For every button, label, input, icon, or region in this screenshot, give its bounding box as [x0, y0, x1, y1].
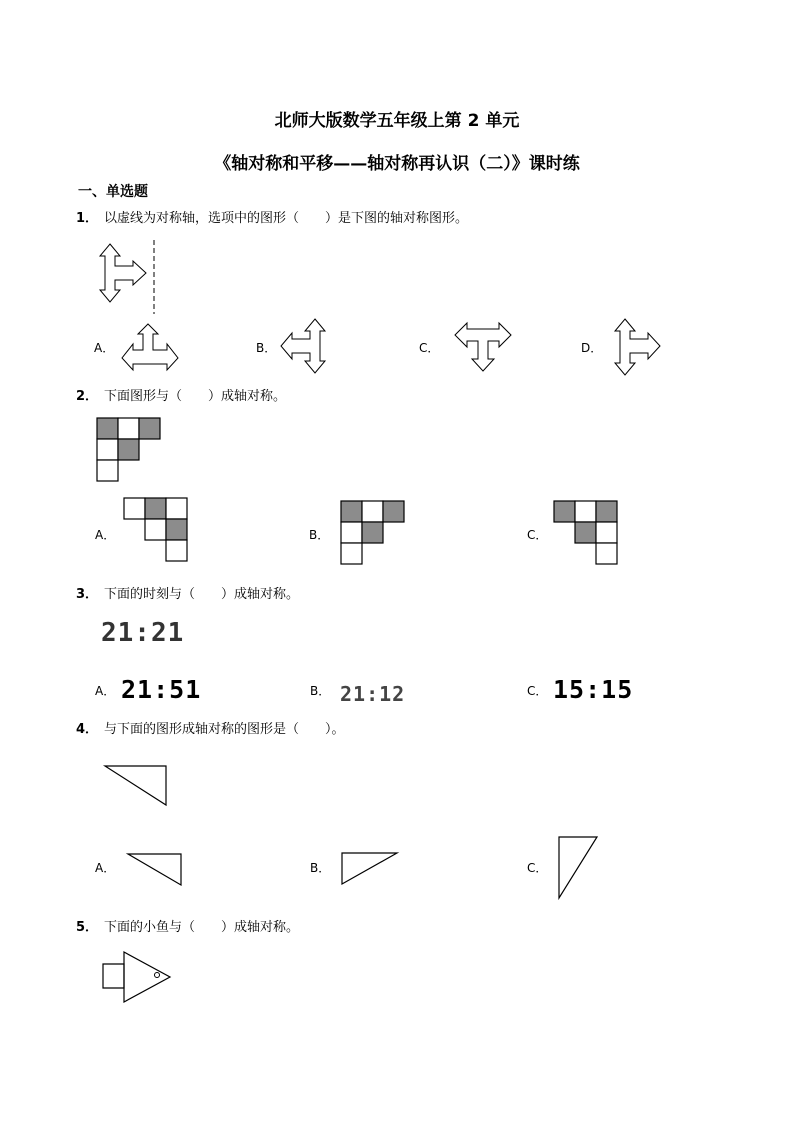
- section-heading: 一、单选题: [78, 184, 148, 200]
- document-subtitle: 《轴对称和平移——轴对称再认识（二）》课时练: [214, 154, 580, 174]
- question-2: [76, 385, 286, 404]
- q3-option-c-label[interactable]: C．: [527, 684, 548, 698]
- q2-option-b-label[interactable]: B．: [309, 528, 330, 542]
- question-text: 下面的小鱼与（ ）成轴对称。: [104, 920, 300, 935]
- q4-option-c-triangle[interactable]: [557, 836, 599, 900]
- q5-fish-figure: [102, 950, 174, 1006]
- q4-option-c-label[interactable]: C．: [527, 861, 548, 875]
- q1-option-d-figure[interactable]: [611, 317, 663, 377]
- q1-option-a-label[interactable]: A．: [94, 341, 115, 355]
- q4-stem-triangle: [104, 765, 168, 807]
- q4-option-a-label[interactable]: A．: [95, 861, 116, 875]
- q2-option-b-grid[interactable]: [340, 500, 406, 566]
- q3-option-c-clock[interactable]: 15:15: [553, 675, 634, 704]
- question-5: [76, 916, 299, 935]
- q2-option-a-label[interactable]: A．: [95, 528, 116, 542]
- q1-option-b-figure[interactable]: [279, 317, 331, 375]
- q2-stem-grid: [96, 417, 162, 483]
- question-number: 2．: [76, 389, 99, 404]
- question-number: 3．: [76, 587, 99, 602]
- q4-option-a-triangle[interactable]: [127, 853, 183, 887]
- question-text: 下面图形与（ ）成轴对称。: [104, 389, 287, 404]
- q2-option-c-grid[interactable]: [553, 500, 619, 566]
- q2-option-c-label[interactable]: C．: [527, 528, 548, 542]
- q1-option-b-label[interactable]: B．: [256, 341, 277, 355]
- question-3: [76, 583, 299, 602]
- question-4: [76, 718, 345, 737]
- question-number: 5．: [76, 920, 99, 935]
- question-text: 与下面的图形成轴对称的图形是（ ）。: [104, 722, 345, 737]
- q1-option-a-figure[interactable]: [120, 322, 182, 372]
- question-number: 4．: [76, 722, 99, 737]
- q3-stem-clock: 21:21: [101, 618, 185, 648]
- question-1: [76, 207, 468, 226]
- fish-eye: [155, 973, 160, 978]
- q1-option-c-label[interactable]: C．: [419, 341, 440, 355]
- fish-tail: [103, 964, 124, 988]
- q1-stem-figure: [96, 240, 166, 310]
- q3-option-a-label[interactable]: A．: [95, 684, 116, 698]
- q3-option-b-label[interactable]: B．: [310, 684, 331, 698]
- question-number: 1．: [76, 211, 99, 226]
- q3-option-a-clock[interactable]: 21:51: [121, 675, 202, 704]
- fish-body: [124, 952, 170, 1002]
- q4-option-b-triangle[interactable]: [341, 852, 399, 886]
- q4-option-b-label[interactable]: B．: [310, 861, 331, 875]
- question-text: 以虚线为对称轴，选项中的图形（ ）是下图的轴对称图形。: [104, 211, 469, 226]
- q1-option-d-label[interactable]: D．: [581, 341, 603, 355]
- document-title: 北师大版数学五年级上第 2 单元: [274, 111, 520, 131]
- q1-option-c-figure[interactable]: [453, 321, 513, 373]
- q3-option-b-clock[interactable]: 21:12: [340, 682, 406, 706]
- question-text: 下面的时刻与（ ）成轴对称。: [104, 587, 300, 602]
- q2-option-a-grid[interactable]: [123, 497, 189, 563]
